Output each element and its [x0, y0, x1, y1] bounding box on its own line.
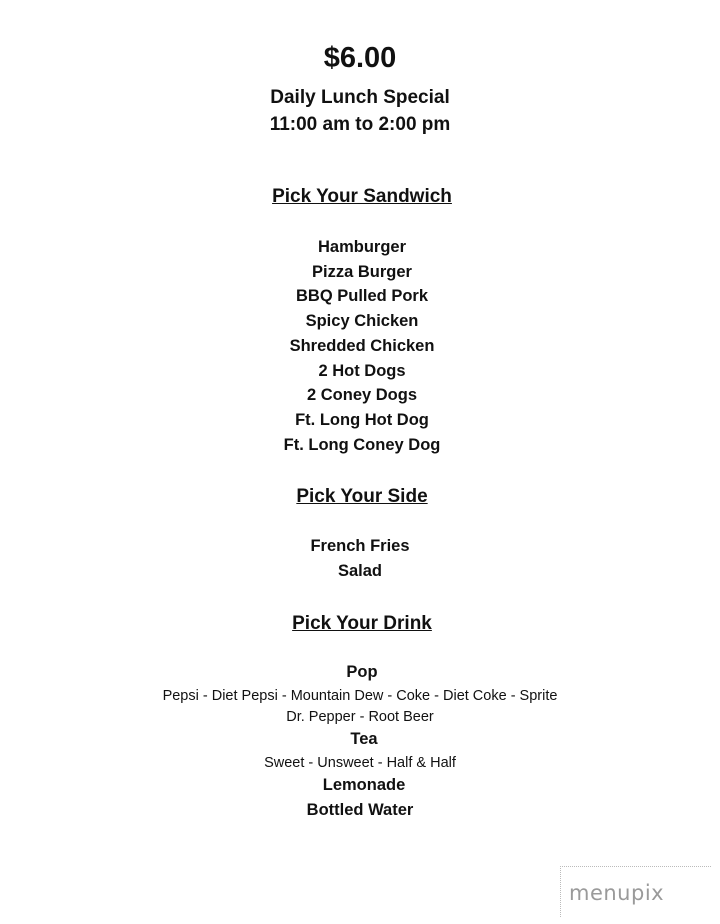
sandwich-item: BBQ Pulled Pork [295, 287, 429, 305]
drink-pop-label: Pop [346, 663, 378, 681]
drink-bottled-water: Bottled Water [306, 801, 414, 819]
sandwich-item: 2 Hot Dogs [318, 362, 406, 380]
drink-lemonade: Lemonade [322, 776, 406, 794]
side-item: Salad [337, 562, 383, 580]
sandwich-item: Spicy Chicken [305, 312, 419, 330]
special-title: Daily Lunch Special [270, 87, 450, 108]
sandwich-heading: Pick Your Sandwich [272, 186, 452, 207]
drink-heading: Pick Your Drink [292, 613, 432, 634]
drink-tea-label: Tea [350, 730, 378, 748]
side-item: French Fries [310, 537, 410, 555]
sandwich-item: Pizza Burger [312, 263, 412, 281]
drink-pop-options: Dr. Pepper - Root Beer [286, 709, 434, 725]
drink-pop-options: Pepsi - Diet Pepsi - Mountain Dew - Coke - Diet Coke - Sprite [162, 688, 558, 704]
sandwich-item: Ft. Long Hot Dog [295, 411, 429, 429]
watermark-text: menupix [569, 881, 665, 905]
sandwich-item: Shredded Chicken [289, 337, 435, 355]
sandwich-item: 2 Coney Dogs [306, 386, 418, 404]
sandwich-item: Ft. Long Coney Dog [283, 436, 441, 454]
sandwich-item: Hamburger [317, 238, 407, 256]
special-hours: 11:00 am to 2:00 pm [269, 114, 451, 135]
drink-tea-options: Sweet - Unsweet - Half & Half [264, 755, 456, 771]
watermark [560, 866, 711, 917]
price: $6.00 [323, 42, 397, 74]
side-heading: Pick Your Side [296, 486, 428, 507]
